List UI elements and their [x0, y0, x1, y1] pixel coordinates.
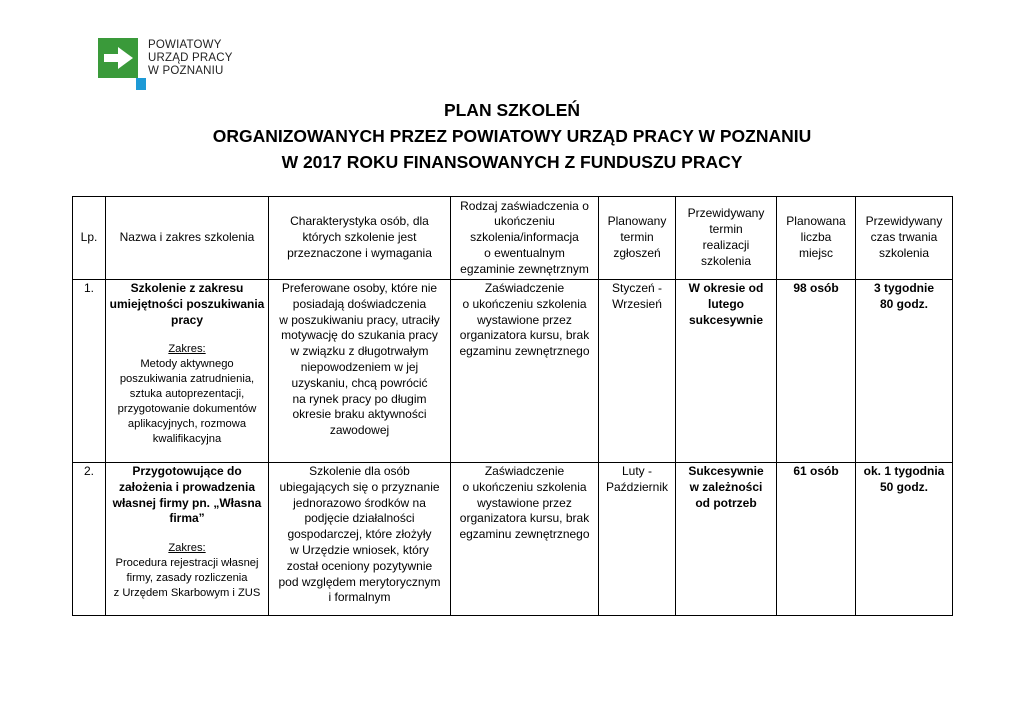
header-duration: Przewidywany czas trwania szkolenia [856, 197, 953, 280]
header-realization-date: Przewidywany termin realizacji szkolenia [676, 197, 777, 280]
scope-text: Procedura rejestracji własnej firmy, zasady rozliczenia z Urzędem Skarbowym i ZUS [113, 557, 261, 600]
header-application-date: Planowany termin zgłoszeń [599, 197, 676, 280]
document-title [0, 97, 1024, 175]
scope-label: Zakres: [168, 343, 206, 356]
logo-line: URZĄD PRACY [148, 52, 233, 64]
title-line-2: ORGANIZOWANYCH PRZEZ POWIATOWY URZĄD PRACY W POZNANIU [212, 126, 812, 146]
header-certificate: Rodzaj zaświadczenia o ukończeniu szkolenia/informacja o ewentualnym egzaminie zewnętrznym [451, 197, 599, 280]
cell-realization-date: W okresie od lutego sukcesywnie [676, 280, 777, 463]
cell-name [106, 463, 269, 616]
cell-lp: 2. [73, 463, 106, 616]
table-row [73, 463, 953, 616]
table-row [73, 280, 953, 463]
logo-text [148, 39, 268, 78]
title-line-3: W 2017 ROKU FINANSOWANYCH Z FUNDUSZU PRACY [281, 152, 743, 172]
scope-text: Metody aktywnego poszukiwania zatrudnienia, sztuka autoprezentacji, przygotowanie dokumentów aplikacyjnych, rozmowa kwalifikacyjna [117, 358, 257, 446]
title-line-1: PLAN SZKOLEŃ [443, 100, 581, 120]
header-characteristics: Charakterystyka osób, dla których szkolenie jest przeznaczone i wymagania [269, 197, 451, 280]
training-name: Szkolenie z zakresu umiejętności poszukiwania pracy [109, 281, 265, 327]
training-name: Przygotowujące do założenia i prowadzenia własnej firmy pn. „Własna firma” [112, 464, 262, 526]
cell-places: 61 osób [777, 463, 856, 616]
training-plan-table [72, 196, 953, 616]
logo-mark [98, 38, 138, 78]
cell-duration: 3 tygodnie 80 godz. [856, 280, 953, 463]
cell-places: 98 osób [777, 280, 856, 463]
header-row [73, 197, 953, 280]
cell-characteristics: Szkolenie dla osób ubiegających się o przyznanie jednorazowo środków na podjęcie działalności gospodarczej, które złożyły w Urzędzie wniosek, który został oceniony pozytywnie pod względem merytorycznym i formalnym [269, 463, 451, 616]
logo-line: POWIATOWY [148, 39, 222, 51]
cell-certificate: Zaświadczenie o ukończeniu szkolenia wystawione przez organizatora kursu, brak egzaminu zewnętrznego [451, 463, 599, 616]
cell-characteristics: Preferowane osoby, które nie posiadają doświadczenia w poszukiwaniu pracy, utraciły motywację do szukania pracy w związku z długotrwałym niepowodzeniem w jej uzyskaniu, chcą powrócić na rynek pracy po długim okresie braku aktywności zawodowej [269, 280, 451, 463]
cell-name [106, 280, 269, 463]
cell-certificate: Zaświadczenie o ukończeniu szkolenia wystawione przez organizatora kursu, brak egzaminu zewnętrznego [451, 280, 599, 463]
cell-application-date: Luty - Październik [599, 463, 676, 616]
arrow-right-icon [104, 47, 134, 69]
logo-accent [136, 78, 146, 90]
header-lp: Lp. [73, 197, 106, 280]
cell-lp: 1. [73, 280, 106, 463]
logo-line: W POZNANIU [148, 65, 224, 77]
cell-realization-date: Sukcesywnie w zależności od potrzeb [676, 463, 777, 616]
cell-duration: ok. 1 tygodnia 50 godz. [856, 463, 953, 616]
header-name: Nazwa i zakres szkolenia [106, 197, 269, 280]
scope-label: Zakres: [168, 542, 206, 555]
header-places: Planowana liczba miejsc [777, 197, 856, 280]
cell-application-date: Styczeń - Wrzesień [599, 280, 676, 463]
